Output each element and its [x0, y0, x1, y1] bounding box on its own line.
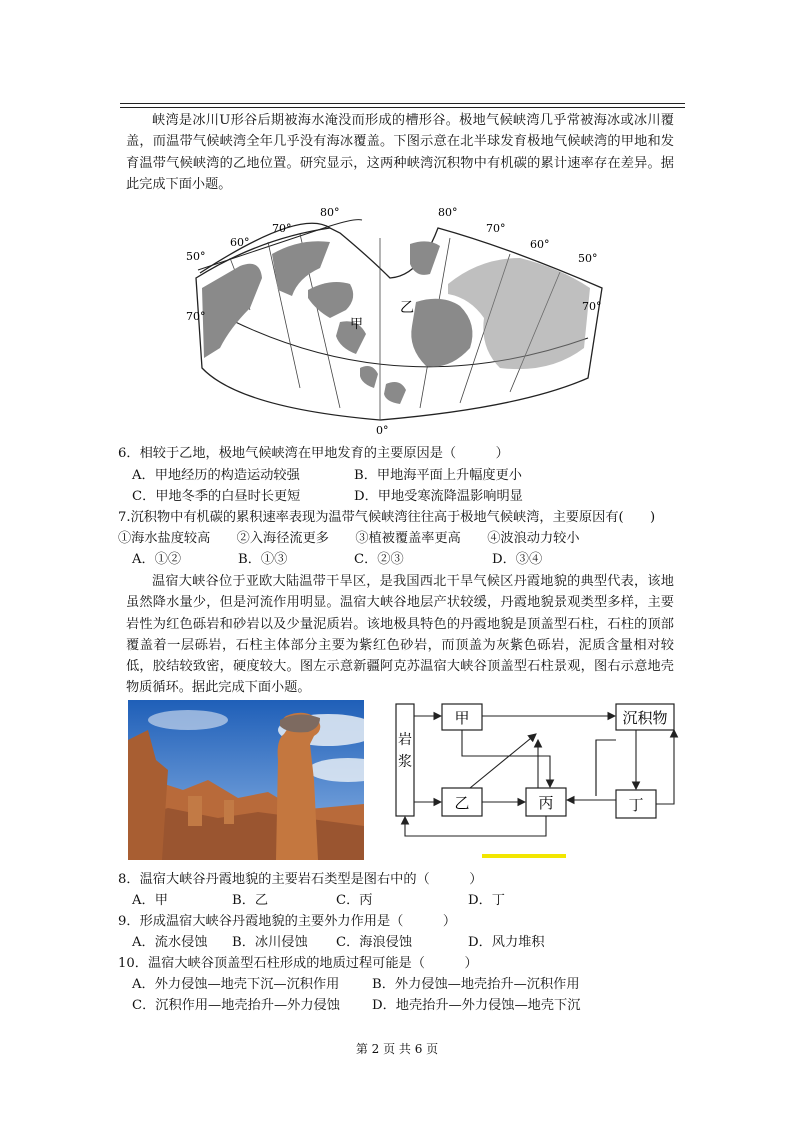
canyon-photo [128, 700, 364, 860]
cycle-label-ding: 丁 [628, 796, 644, 814]
map-side-label-left-70: 70° [186, 310, 206, 323]
q7-option-d: D．③④ [492, 552, 543, 567]
cycle-label-magma-top [398, 731, 412, 770]
q8-option-c: C．丙 [336, 893, 373, 908]
fjord-map [180, 198, 620, 440]
q10-stem: 10．温宿大峡谷顶盖型石柱形成的地质过程可能是（ ） [118, 956, 478, 971]
map-lat-label-left-50: 50° [186, 250, 206, 263]
q8-option-a: A．甲 [132, 893, 168, 908]
highlight-bar [482, 854, 566, 858]
header-rule-bottom [120, 107, 685, 108]
q9-option-b: B．冰川侵蚀 [232, 935, 308, 950]
q7-statements: ①海水盐度较高 ②入海径流更多 ③植被覆盖率更高 ④波浪动力较小 [118, 531, 580, 546]
map-lat-label-right-60: 60° [530, 238, 550, 251]
passage-fjord: 峡湾是冰川U形谷后期被海水淹没而形成的槽形谷。极地气候峡湾几乎常被海冰或冰川覆盖，而温带气候峡湾全年几乎没有海冰覆盖。下图示意在北半球发育极地气候峡湾的甲地和发育温带气候峡湾的乙地位置。研究显示，这两种峡湾沉积物中有机碳的累计速率存在差异。据此完成下面小题。 [126, 113, 674, 192]
cycle-magma-char: 浆 [398, 754, 412, 770]
q6-option-b: B．甲地海平面上升幅度更小 [354, 468, 522, 483]
rock-cycle-diagram [392, 700, 692, 862]
map-lat-label-left-60: 60° [230, 236, 250, 249]
q10-option-c: C．沉积作用—地壳抬升—外力侵蚀 [132, 998, 340, 1013]
header-rule-top [120, 103, 685, 104]
map-lat-label-left-80: 80° [320, 206, 340, 219]
q8-stem: 8．温宿大峡谷丹霞地貌的主要岩石类型是图右中的（ ） [118, 872, 483, 887]
map-place-jia: 甲 [350, 317, 364, 332]
map-bottom-label-0: 0° [376, 424, 389, 437]
q6-stem: 6．相较于乙地，极地气候峡湾在甲地发育的主要原因是（ ） [118, 446, 509, 461]
map-lat-label-right-50: 50° [578, 252, 598, 265]
q10-option-d: D．地壳抬升—外力侵蚀—地壳下沉 [372, 998, 581, 1013]
q9-option-a: A．流水侵蚀 [132, 935, 208, 950]
map-lat-label-left-70: 70° [272, 222, 292, 235]
page-footer: 第 2 页 共 6 页 [355, 1042, 439, 1056]
cycle-magma-char: 岩 [398, 732, 412, 748]
q8-option-d: D．丁 [468, 893, 505, 908]
q9-stem: 9．形成温宿大峡谷丹霞地貌的主要外力作用是（ ） [118, 914, 457, 929]
q10-option-a: A．外力侵蚀—地壳下沉—沉积作用 [132, 977, 340, 992]
q7-option-c: C．②③ [354, 552, 404, 567]
map-lat-label-right-70: 70° [486, 222, 506, 235]
q7-stem: 7.沉积物中有机碳的累积速率表现为温带气候峡湾往往高于极地气候峡湾，主要原因有( ) [118, 510, 656, 525]
cycle-label-bing: 丙 [538, 794, 554, 812]
cycle-label-jia: 甲 [454, 709, 470, 727]
q7-option-b: B．①③ [238, 552, 288, 567]
cycle-label-sediment: 沉积物 [622, 709, 668, 727]
passage-canyon: 温宿大峡谷位于亚欧大陆温带干旱区，是我国西北干旱气候区丹霞地貌的典型代表，该地虽然降水量少，但是河流作用明显。温宿大峡谷地层产状较缓，丹霞地貌景观类型多样，主要岩性为红色砾岩和砂岩以及少量泥质岩。该地极具特色的丹霞地貌是顶盖型石柱，石柱的顶部覆盖着一层砾岩，石柱主体部分主要为紫红色砂岩，而顶盖为灰紫色砾岩，泥质含量相对较低，胶结较致密，硬度较大。图左示意新疆阿克苏温宿大峡谷顶盖型石柱景观，图右示意地壳物质循环。据此完成下面小题。 [126, 574, 674, 696]
q6-option-c: C．甲地冬季的白昼时长更短 [132, 489, 301, 504]
q10-option-b: B．外力侵蚀—地壳抬升—沉积作用 [372, 977, 580, 992]
q9-option-c: C．海浪侵蚀 [336, 935, 413, 950]
q9-option-d: D．风力堆积 [468, 935, 545, 950]
q6-option-d: D．甲地受寒流降温影响明显 [354, 489, 523, 504]
map-lat-label-right-80: 80° [438, 206, 458, 219]
q6-option-a: A．甲地经历的构造运动较强 [132, 468, 300, 483]
cycle-label-yi: 乙 [454, 794, 470, 812]
map-side-label-right-70: 70° [582, 300, 602, 313]
q8-option-b: B．乙 [232, 893, 269, 908]
map-place-yi: 乙 [400, 300, 414, 316]
q7-option-a: A．①② [132, 552, 182, 567]
canyon-photo-drawing [128, 700, 364, 860]
